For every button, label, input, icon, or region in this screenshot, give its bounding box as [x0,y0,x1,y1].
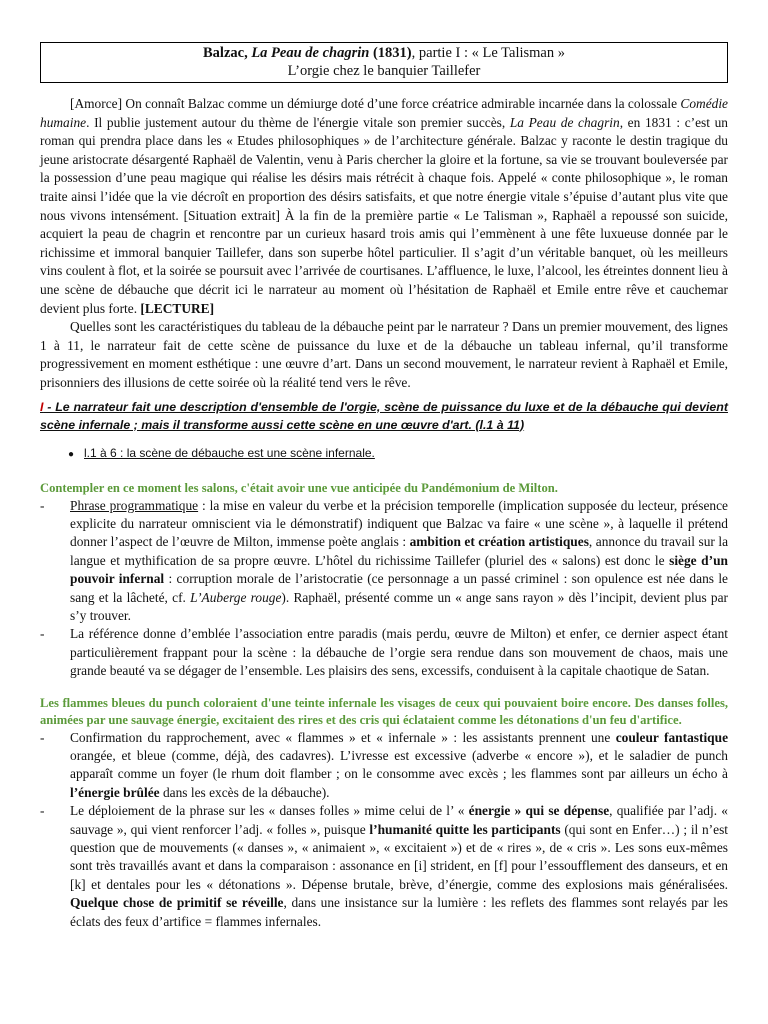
analysis-text: Confirmation du rapprochement, avec « flammes » et « infernale » : les assistants prennent une [70,729,616,745]
dash-marker: - [40,803,45,819]
intro-novel-title: La Peau de chagrin [509,114,620,130]
analysis-item [40,625,728,680]
title-part: , partie I : « Le Talisman » [411,45,565,61]
problematique-paragraph: Quelles sont les caractéristiques du tableau de la débauche peint par le narrateur ? Dans un premier mouvement, des lignes 1 à 11, le narrateur fait de cette scène de puissance du luxe et de la débauche un tableau infernal, qu’il transforme progressivement en moment esthétique : une œuvre d’art. Dans un second mouvement, le narrateur revient à Raphaël et Emile, prisonniers des illusions de cette soirée où la réalité tend vers le rêve. [40,319,728,390]
section-heading-text: - Le narrateur fait une description d'ensemble de l'orgie, scène de puissance du luxe et de la débauche qui devient scène infernale ; mais il transforme aussi cette scène en une œuvre d'art. (l.1 à 11) [40,399,728,432]
analysis-emphasis: couleur fantastique [615,729,729,745]
analysis-item [40,729,728,803]
analysis-emphasis: Quelque chose de primitif se réveille [70,895,284,911]
dash-marker: - [40,626,45,642]
analysis-label: Phrase programmatique [70,497,199,513]
section-roman-numeral: I [40,399,44,414]
analysis-emphasis: siège d’un pouvoir infernal [70,552,728,587]
title-year: (1831) [372,45,412,61]
analysis-text: : corruption morale de l’aristocratie (ce personnage a un passé criminel : son opulence est née dans le sang et la lâcheté, cf. [70,571,728,605]
analysis-text: La référence donne d’emblée l’association entre paradis (mais perdu, œuvre de Milton) et enfer, ce dernier aspect étant particulièrement frappant pour la scène : la débauche de l’orgie sera rendue dans son mouvement de chaos, mais une grande beauté va se dégager de l’ensemble. Les plaisirs des sens, excessifs, conduisent à la capitale chaotique de Satan. [70,626,728,679]
analysis-list-1 [40,497,728,681]
analysis-text: : la mise en valeur du verbe et la précision temporelle (implication supposée du lecteur, présence explicite du narrateur omniscient via le démonstratif) indiquent que Balzac va faire « une scène », à laquelle il prétend donner l’aspect de l’œuvre de Milton, immense poète anglais : [70,497,728,550]
analysis-text: dans les excès de la débauche). [159,784,330,800]
analysis-text: (qui sont en Enfer…) ; il n’est question que de mouvements (« danses », « animaient », « excitaient ») et de « rires », de « cris ». Les sons eux-mêmes sont très travaillés avant et dans la comparaison : assonance en [i] strident, en [f] pour l’essoufflement des danseurs, et en [k] et dentales pour les « détonations ». Dépense brutale, brève, d’énergie, comme des explosions mais généralisées. [70,821,729,892]
analysis-work-title: L’Auberge rouge [190,589,282,605]
intro-paragraph [40,95,728,318]
title-line [45,44,723,62]
section-heading [40,398,728,434]
intro-lecture-tag: [LECTURE] [140,300,215,316]
intro-text-c: . Il publie justement autour du thème de l'énergie vitale son premier succès, [86,114,510,130]
analysis-item [40,497,728,626]
analysis-emphasis: l’humanité quitte les participants [369,821,561,837]
quote-excerpt-2: Les flammes bleues du punch coloraient d'une teinte infernale les visages de ceux qui pouvaient boire encore. Des danses folles, animées par une sauvage énergie, excitaient des rires et des cris qui éclataient comme les détonations d'un feu d'artifice. [40,695,728,727]
document-page [40,42,728,931]
analysis-text: , annonce du travail sur la langue et mythification de sa propre œuvre. L’hôtel du richissime Taillefer (pluriel des « salons) est donc le [70,534,729,568]
intro-work-title: Comédie humaine [40,96,728,130]
analysis-emphasis: l’énergie brûlée [70,784,160,800]
title-subtitle: L’orgie chez le banquier Taillefer [287,63,481,79]
analysis-list-2 [40,729,728,931]
analysis-text: , dans une insistance sur la lumière : les reflets des flammes sont relayés par les éclats des feux d’artifice = flammes infernales. [70,895,728,929]
document-title-box [40,42,728,83]
analysis-text: Le déploiement de la phrase sur les « danses folles » mime celui de l’ « [70,803,469,819]
quote-excerpt-1: Contempler en ce moment les salons, c'était avoir une vue anticipée du Pandémonium de Milton. [40,480,558,495]
analysis-emphasis: ambition et création artistiques [409,534,589,550]
dash-marker: - [40,497,45,513]
dash-marker: - [40,729,45,745]
subpoint-text: l.1 à 6 : la scène de débauche est une scène infernale. [84,445,375,460]
bullet-icon: ● [68,448,75,460]
analysis-text: , qualifiée par l’adj. « sauvage », qui vient renforcer l’adj. « folles », puisque [70,803,729,837]
subpoint-item [68,444,728,464]
intro-text-a: [Amorce] On connaît Balzac comme un démiurge doté d’une force créatrice admirable incarnée dans la colossale [70,96,681,111]
analysis-item [40,802,728,931]
intro-text-e: , en 1831 : c’est un roman qui prendra place dans les « Etudes philosophiques » de l’architecture générale. Balzac y raconte le destin tragique du jeune aristocrate désargenté Raphaël de Valentin, venu à Paris chercher la gloire et la fortune, sa vie se trouvant bouleversée par la possession d’une peau magique qui réalise les désirs mais rétrécit à chaque fois. Appelé « conte philosophique », le roman traite ainsi l’idée que la vie décroît en proportion des désirs satisfaits, et que notre énergie vitale s’épuise d’autant plus vite que nous vivons intensément. [Situation extrait] À la fin de la première partie « Le Talisman », Raphaël a repoussé son suicide, acquiert la peau de chagrin et rencontre par un curieux hasard trois amis qui l’emmènent à une fête luxueuse donnée par le richissime et immoral banquier Taillefer, dans son superbe hôtel particulier. Il s’agit d’un véritable banquet, où les meilleurs vins coulent à flot, et la soirée se poursuit avec l’arrivée de courtisanes. L’affluence, le luxe, l’alcool, les étreintes donnent lieu à une scène de débauche que décrit ici le narrateur au moment où l’hésitation de Raphaël et Emile entre rêve et cauchemar devient plus forte. [40,114,728,316]
analysis-text: orangée, et bleue (comme, déjà, des cadavres). L’ivresse est excessive (adverbe « encore »), et le saladier de punch apparaît comme un foyer (le rhum doit flamber ; on le consomme avec excès ; les flammes sont par ailleurs un écho à [70,747,728,782]
analysis-text: ). Raphaël, présenté comme un « ange sans rayon » dès l’incipit, devient plus par s’y trouver. [70,589,728,623]
analysis-emphasis: énergie » qui se dépense [468,803,610,819]
title-author: Balzac, [203,45,248,61]
title-work: La Peau de chagrin [251,45,370,61]
